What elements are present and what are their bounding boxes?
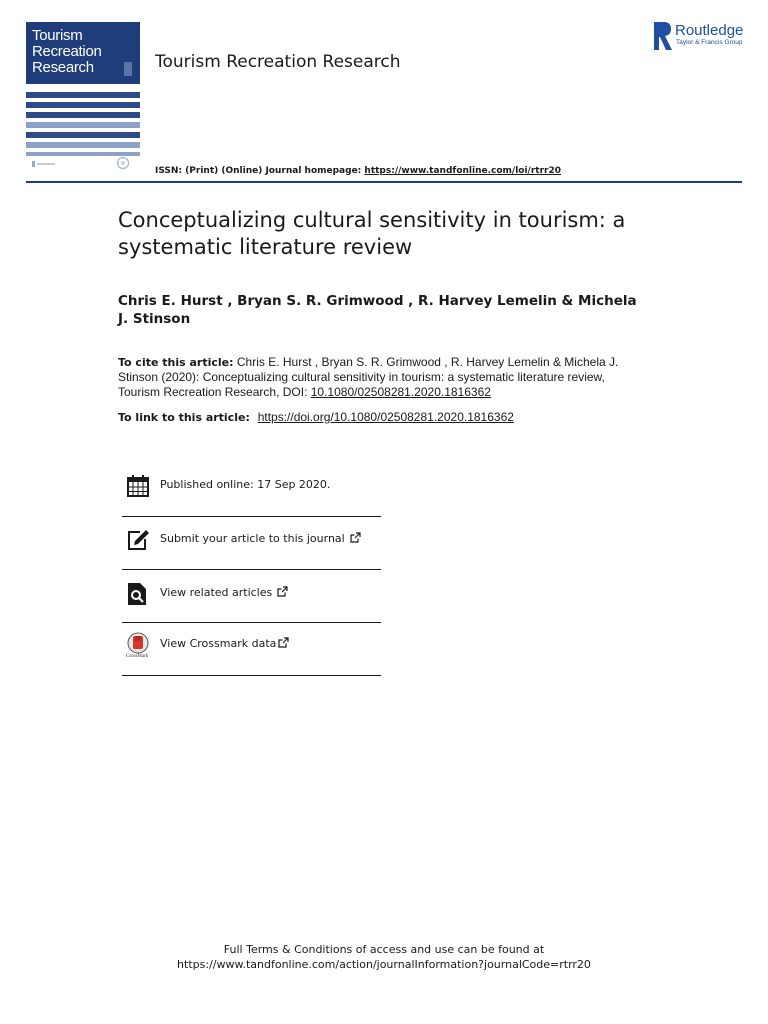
cover-stripe <box>26 112 140 118</box>
published-online-text: Published online: 17 Sep 2020. <box>160 478 331 491</box>
cover-stripe <box>26 142 140 148</box>
related-articles-text <box>160 586 288 599</box>
external-link-icon <box>350 532 361 543</box>
submit-article-text <box>160 532 361 545</box>
cover-stripe <box>26 92 140 98</box>
submit-article-link[interactable] <box>122 522 381 574</box>
cover-title-line: Research <box>32 59 94 76</box>
edit-icon <box>126 528 150 552</box>
submit-article-label: Submit your article to this journal <box>160 532 345 545</box>
action-divider <box>122 569 381 570</box>
journal-name: Tourism Recreation Research <box>155 52 401 72</box>
publisher-sub: Taylor & Francis Group <box>676 39 743 46</box>
action-divider <box>122 516 381 517</box>
cover-stripe <box>26 132 140 138</box>
citation-doi-link[interactable]: 10.1080/02508281.2020.1816362 <box>310 385 491 399</box>
cover-stripe <box>26 102 140 108</box>
cover-small-graphic <box>124 62 132 76</box>
crossmark-label: View Crossmark data <box>160 637 277 650</box>
footer <box>0 942 768 972</box>
article-doi-link[interactable]: https://doi.org/10.1080/02508281.2020.1816362 <box>257 410 514 424</box>
cover-stripe <box>26 122 140 128</box>
article-link-label: To link to this article: <box>118 411 254 424</box>
issn-line <box>155 166 561 176</box>
routledge-r-icon <box>654 22 672 50</box>
action-divider <box>122 622 381 623</box>
published-online-item <box>122 468 381 520</box>
calendar-icon <box>126 474 150 498</box>
journal-homepage-link[interactable]: https://www.tandfonline.com/loi/rtrr20 <box>364 166 561 176</box>
article-authors: Chris E. Hurst , Bryan S. R. Grimwood , R. Harvey Lemelin & Michela J. Stinson <box>118 293 637 327</box>
citation-text: Chris E. Hurst , Bryan S. R. Grimwood , R. Harvey Lemelin & Michela J. Stinson (2020): Conceptualizing cultural sensitivity in tourism: a systematic literature review, Tourism Recreation Research, DOI: <box>118 355 619 399</box>
journal-cover <box>26 22 140 146</box>
cover-title-line: Recreation <box>32 43 102 60</box>
routledge-logo[interactable] <box>654 22 746 50</box>
crossmark-caption: CrossMark <box>126 654 149 659</box>
small-society-logo-icon <box>116 156 130 170</box>
article-link-row <box>118 410 678 424</box>
article-title: Conceptualizing cultural sensitivity in tourism: a systematic literature review <box>118 208 626 259</box>
external-link-icon <box>277 586 288 597</box>
footer-terms-link[interactable]: https://www.tandfonline.com/action/journalInformation?journalCode=rtrr20 <box>177 958 591 971</box>
action-divider <box>122 675 381 676</box>
crossmark-link[interactable] <box>122 628 381 680</box>
small-publisher-logo-icon <box>32 160 56 168</box>
search-document-icon <box>126 582 150 606</box>
external-link-icon <box>278 637 289 648</box>
citation-block <box>118 355 638 400</box>
crossmark-text <box>160 637 289 650</box>
publisher-name: Routledge <box>675 22 744 39</box>
footer-terms-text: Full Terms & Conditions of access and use can be found at <box>223 943 545 956</box>
related-articles-label: View related articles <box>160 586 273 599</box>
cover-title <box>32 28 102 76</box>
cover-title-line: Tourism <box>32 27 83 44</box>
related-articles-link[interactable] <box>122 576 381 628</box>
citation-label: To cite this article: <box>118 356 234 369</box>
header-divider <box>26 181 742 183</box>
issn-text: ISSN: (Print) (Online) Journal homepage: <box>155 166 365 176</box>
